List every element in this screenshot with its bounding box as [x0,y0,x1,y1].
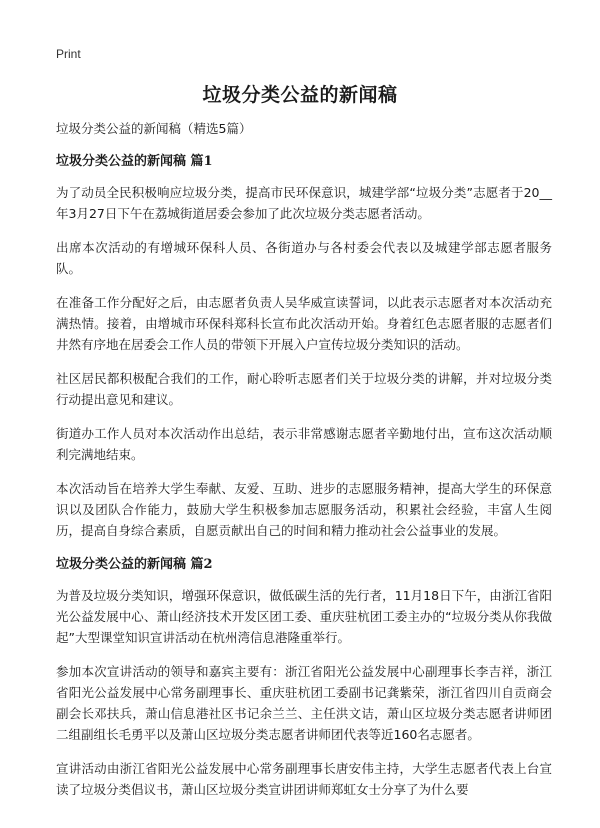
paragraph: 在准备工作分配好之后，由志愿者负责人吴华威宣读誓词，以此表示志愿者对本次活动充满热情。接着，由增城市环保科郑科长宣布此次活动开始。身着红色志愿者服的志愿者们井然有序地在居委会工作人员的带领下开展入户宣传垃圾分类知识的活动。 [56,295,552,352]
paragraph: 出席本次活动的有增城环保科人员、各街道办与各村委会代表以及城建学部志愿者服务队。 [56,240,552,276]
paragraph: 为了动员全民积极响应垃圾分类，提高市民环保意识，城建学部“垃圾分类”志愿者于20__年3月27日下午在荔城街道居委会参加了此次垃圾分类志愿者活动。 [56,185,552,221]
paragraph: 街道办工作人员对本次活动作出总结，表示非常感谢志愿者辛勤地付出，宣布这次活动顺利完满地结束。 [56,426,552,462]
document-subtitle: 垃圾分类公益的新闻稿（精选5篇） [56,121,252,136]
paragraph: 宣讲活动由浙江省阳光公益发展中心常务副理事长唐安伟主持，大学生志愿者代表上台宣读了垃圾分类倡议书，萧山区垃圾分类宣讲团讲师郑虹女士分享了为什么要 [56,761,552,797]
paragraph: 社区居民都积极配合我们的工作，耐心聆听志愿者们关于垃圾分类的讲解，并对垃圾分类行动提出意见和建议。 [56,371,552,407]
article-section-1 [56,151,552,541]
article-section-2 [56,554,552,800]
paragraph: 为普及垃圾分类知识，增强环保意识，做低碳生活的先行者，11月18日下午，由浙江省阳光公益发展中心、萧山经济技术开发区团工委、重庆驻杭团工委主办的“垃圾分类从你我做起”大型课堂知识宣讲活动在杭州湾信息港隆重举行。 [56,588,552,645]
section-heading: 垃圾分类公益的新闻稿 篇1 [56,154,213,169]
paragraph: 本次活动旨在培养大学生奉献、友爱、互助、进步的志愿服务精神，提高大学生的环保意识以及团队合作能力，鼓励大学生积极参加志愿服务活动，积累社会经验，丰富人生阅历，提高自身综合素质，自愿贡献出自己的时间和精力推动社会公益事业的发展。 [56,481,552,538]
document-body [56,118,552,813]
section-heading: 垃圾分类公益的新闻稿 篇2 [56,557,213,572]
document-title: 垃圾分类公益的新闻稿 [202,84,398,106]
paragraph: 参加本次宣讲活动的领导和嘉宾主要有：浙江省阳光公益发展中心副理事长李吉祥，浙江省阳光公益发展中心常务副理事长、重庆驻杭团工委副书记龚紫荣，浙江省四川自贡商会副会长邓扶兵，萧山信息港社区书记余兰兰、主任洪文诘，萧山区垃圾分类志愿者讲师团二组副组长毛勇平以及萧山区垃圾分类志愿者讲师团代表等近160名志愿者。 [56,664,552,742]
print-link[interactable]: Print [56,47,81,61]
